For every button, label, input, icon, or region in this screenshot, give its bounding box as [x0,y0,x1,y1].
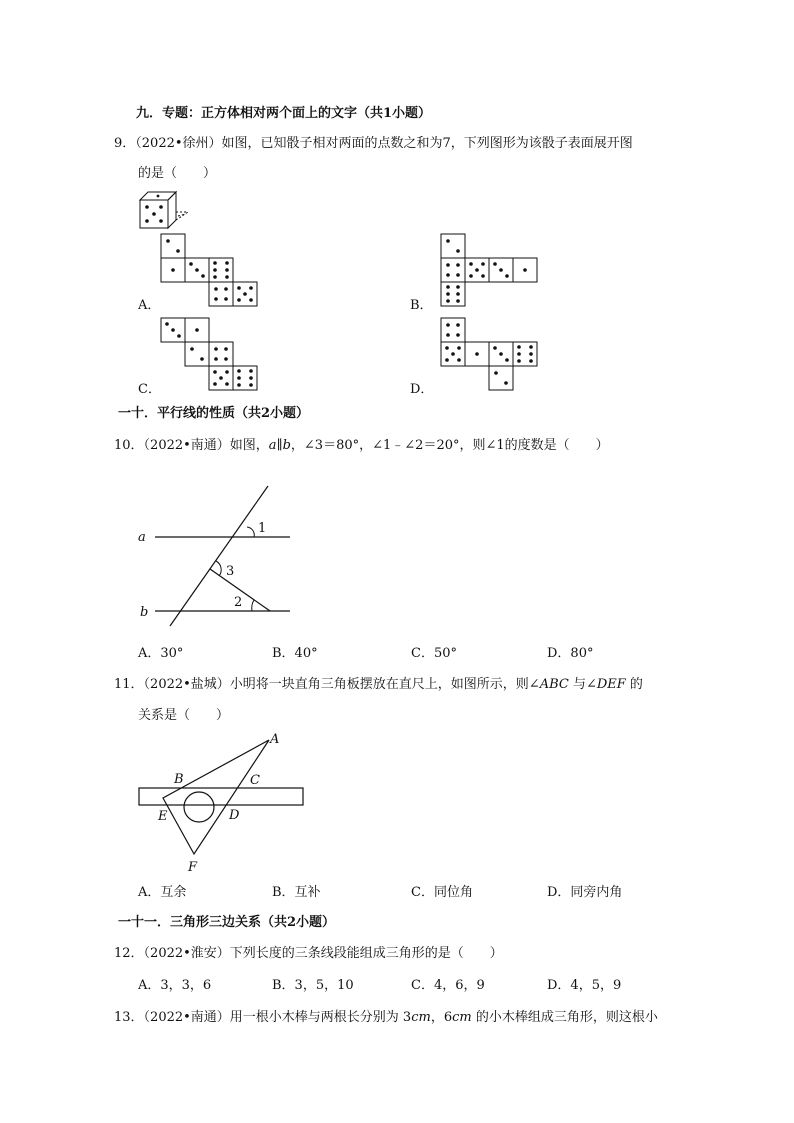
section-heading-11: 一十一．三角形三边关系（共2小题） [118,915,336,930]
question-10-prefix: 10．（2022•南通）如图， [114,438,269,453]
q10-option-c: C．50° [411,646,457,661]
triangle-ruler-figure [136,728,311,863]
question-13-stem [114,1010,658,1026]
question-13-mid: ，6 [430,1010,453,1025]
dice-net-a [160,233,260,308]
option-label-a: A． [138,298,161,313]
parallel-sign: ∥ [276,438,283,453]
unit-cm-2: cm [452,1010,472,1025]
option-label-c: C． [138,382,161,397]
angle-label-1: 1 [258,521,267,536]
dice-3d-figure [138,190,200,232]
point-label-f: F [188,860,198,875]
line-label-a: a [138,530,146,545]
unit-cm-1: cm [411,1010,431,1025]
point-label-c: C [250,773,260,788]
question-11-mid: 与∠ [568,677,597,692]
question-13-suffix: 的小木棒组成三角形，则这根小 [471,1010,658,1025]
question-12-stem: 12．（2022•淮安）下列长度的三条线段能组成三角形的是（ ） [114,946,503,961]
point-label-a: A [270,732,280,747]
question-9-stem: 9．（2022•徐州）如图，已知骰子相对两面的点数之和为7，下列图形为该骰子表面展开图 [114,136,633,151]
angle-abc: ABC [539,677,569,692]
point-label-b: B [174,772,184,787]
point-label-d: D [229,808,240,823]
question-11-stem-cont: 关系是（ ） [138,708,230,723]
question-10-rest: ，∠3＝80°，∠1﹣∠2＝20°，则∠1的度数是（ ） [290,438,609,453]
q11-option-c: C．同位角 [411,885,473,900]
q11-option-a: A．互余 [138,885,187,900]
question-11-suffix: 的 [625,677,643,692]
section-heading-10: 一十．平行线的性质（共2小题） [118,406,310,421]
point-label-e: E [158,809,168,824]
angle-label-2: 2 [234,595,243,610]
angle-def: DEF [596,677,626,692]
question-9-stem-cont: 的是（ ） [138,166,217,181]
q10-option-b: B．40° [272,646,318,661]
parallel-lines-figure [130,478,310,633]
q10-option-a: A．30° [138,646,184,661]
var-a: a [268,438,277,453]
q12-option-b: B．3，5，10 [272,978,354,993]
dice-net-b [440,233,540,308]
option-label-b: B． [410,298,433,313]
section-heading-9: 九．专题：正方体相对两个面上的文字（共1小题） [136,106,432,121]
q12-option-a: A．3，3，6 [138,978,212,993]
dice-net-c [160,317,260,392]
angle-label-3: 3 [226,564,235,579]
var-b: b [282,438,291,453]
question-13-prefix: 13．（2022•南通）用一根小木棒与两根长分别为 3 [114,1010,412,1025]
q12-option-c: C．4，6，9 [411,978,485,993]
question-11-stem [114,677,643,693]
question-11-prefix: 11．（2022•盐城）小明将一块直角三角板摆放在直尺上，如图所示，则∠ [114,677,540,692]
option-label-d: D． [410,382,434,397]
q11-option-b: B．互补 [272,885,321,900]
q11-option-d: D．同旁内角 [547,885,623,900]
dice-net-d [440,317,540,392]
q12-option-d: D．4，5，9 [547,978,622,993]
line-label-b: b [140,605,149,620]
question-10-stem [114,438,609,454]
q10-option-d: D．80° [547,646,594,661]
